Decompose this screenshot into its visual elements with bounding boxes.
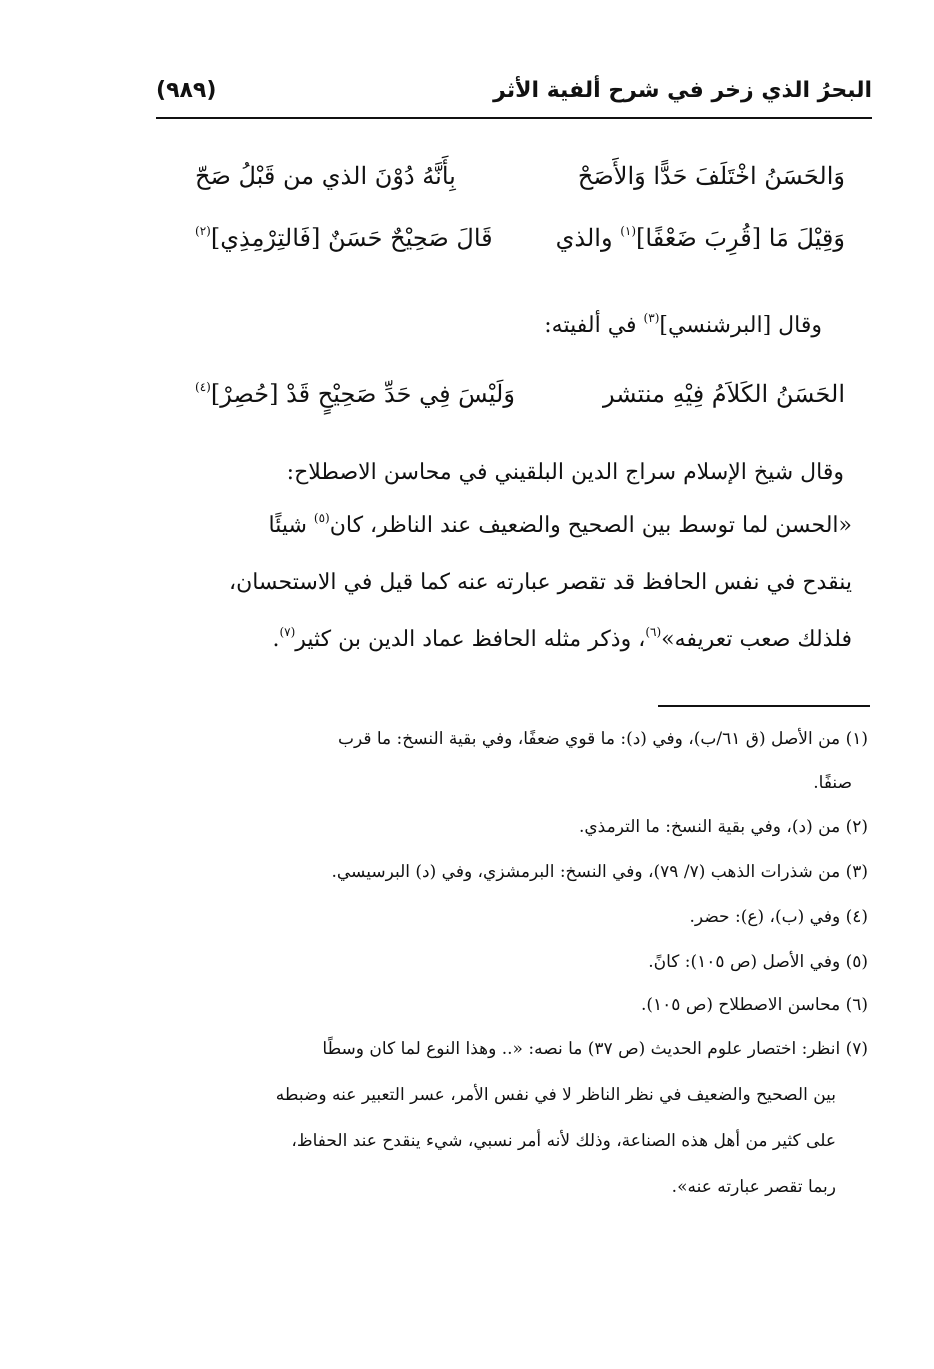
verse-first-hemistich: وَالحَسَنُ اخْتَلَفَ حَدًّا وَالأَصَحْ xyxy=(577,162,845,190)
footnote-7-continuation: بين الصحيح والضعيف في نظر الناظر لا في نفس الأمر، عسر التعبير عنه وضبطه xyxy=(275,1085,836,1105)
page-header xyxy=(156,74,872,114)
verse-text: وَقِيْلَ مَا [قُرِبَ ضَعْفًا] xyxy=(636,224,845,252)
footnote-7: (٧) انظر: اختصار علوم الحديث (ص ٣٧) ما نصه: «.. وهذا النوع لما كان وسطًا xyxy=(322,1039,868,1059)
intro-text: وقال [البرشنسي] xyxy=(659,313,822,338)
verse-text: وَلَيْسَ فِي حَدِّ صَحِيْحٍ قَدْ [حُصِرْ] xyxy=(210,380,515,408)
footnote-2: (٢) من (د)، وفي بقية النسخ: ما الترمذي. xyxy=(578,817,868,837)
footnote-marker: (٢) xyxy=(195,224,211,238)
running-title: البحرُ الذي زخر في شرح ألفية الأثر xyxy=(493,78,872,103)
verse-line xyxy=(195,370,845,418)
paragraph-text: . xyxy=(272,627,280,652)
header-divider xyxy=(156,117,872,119)
paragraph-line: وقال شيخ الإسلام سراج الدين البلقيني في محاسن الاصطلاح: xyxy=(286,460,844,485)
footnote-marker: (٤) xyxy=(195,380,211,394)
verse-text: والذي xyxy=(555,224,621,252)
footnote-marker: (٥) xyxy=(313,510,330,525)
verse-second-hemistich: بِأَنَّهُ دُوْنَ الذي من قَبْلُ صَحّ xyxy=(195,162,456,190)
intro-text: في ألفيته: xyxy=(544,313,644,338)
verse-second-hemistich xyxy=(195,370,515,418)
paragraph-line xyxy=(152,620,852,660)
paragraph-text: شيئًا xyxy=(268,513,314,538)
paragraph-text: «الحسن لما توسط بين الصحيح والضعيف عند الناظر، كان xyxy=(329,513,852,538)
footnote-5: (٥) وفي الأصل (ص ١٠٥): كانً. xyxy=(648,952,868,972)
verse-first-hemistich: الحَسَنُ الكَلاَمُ فِيْهِ منتشر xyxy=(602,380,845,408)
footnote-6: (٦) محاسن الاصطلاح (ص ١٠٥). xyxy=(640,995,868,1015)
footnote-7-continuation: ربما تقصر عبارته عنه». xyxy=(671,1177,836,1197)
footnote-marker: (٣) xyxy=(643,310,660,325)
footnote-1: (١) من الأصل (ق ٦١/ب)، وفي (د): ما قوي ضعفًا، وفي بقية النسخ: ما قرب xyxy=(337,729,868,749)
paragraph-text: ، وذكر مثله الحافظ عماد الدين بن كثير xyxy=(295,627,646,652)
verse-text: قَالَ صَحِيْحٌ حَسَنٌ [فَالتِرْمِذِي] xyxy=(210,224,493,252)
footnote-marker: (٧) xyxy=(279,624,296,639)
footnote-marker: (٦) xyxy=(645,624,662,639)
page-number: (٩٨٩) xyxy=(156,78,217,103)
verse-second-hemistich xyxy=(195,214,493,262)
footnote-1-continuation: صنفًا. xyxy=(813,773,852,793)
verse-line xyxy=(195,152,845,200)
footnote-divider xyxy=(658,705,870,707)
footnote-marker: (١) xyxy=(620,224,637,238)
footnote-7-continuation: على كثير من أهل هذه الصناعة، وذلك لأنه أمر نسبي، شيء ينقدح عند الحفاظ، xyxy=(291,1131,836,1151)
intro-line xyxy=(122,306,822,346)
footnote-4: (٤) وفي (ب)، (ع): حضر. xyxy=(689,907,868,927)
paragraph-line: ينقدح في نفس الحافظ قد تقصر عبارته عنه كما قيل في الاستحسان، xyxy=(228,570,852,595)
verse-first-hemistich xyxy=(556,214,845,262)
verse-line xyxy=(195,214,845,262)
footnote-3: (٣) من شذرات الذهب (٧/ ٧٩)، وفي النسخ: البرمشزي، وفي (د) البرسيسي. xyxy=(331,862,868,882)
paragraph-line xyxy=(152,506,852,546)
paragraph-text: فلذلك صعب تعريفه» xyxy=(661,627,852,652)
